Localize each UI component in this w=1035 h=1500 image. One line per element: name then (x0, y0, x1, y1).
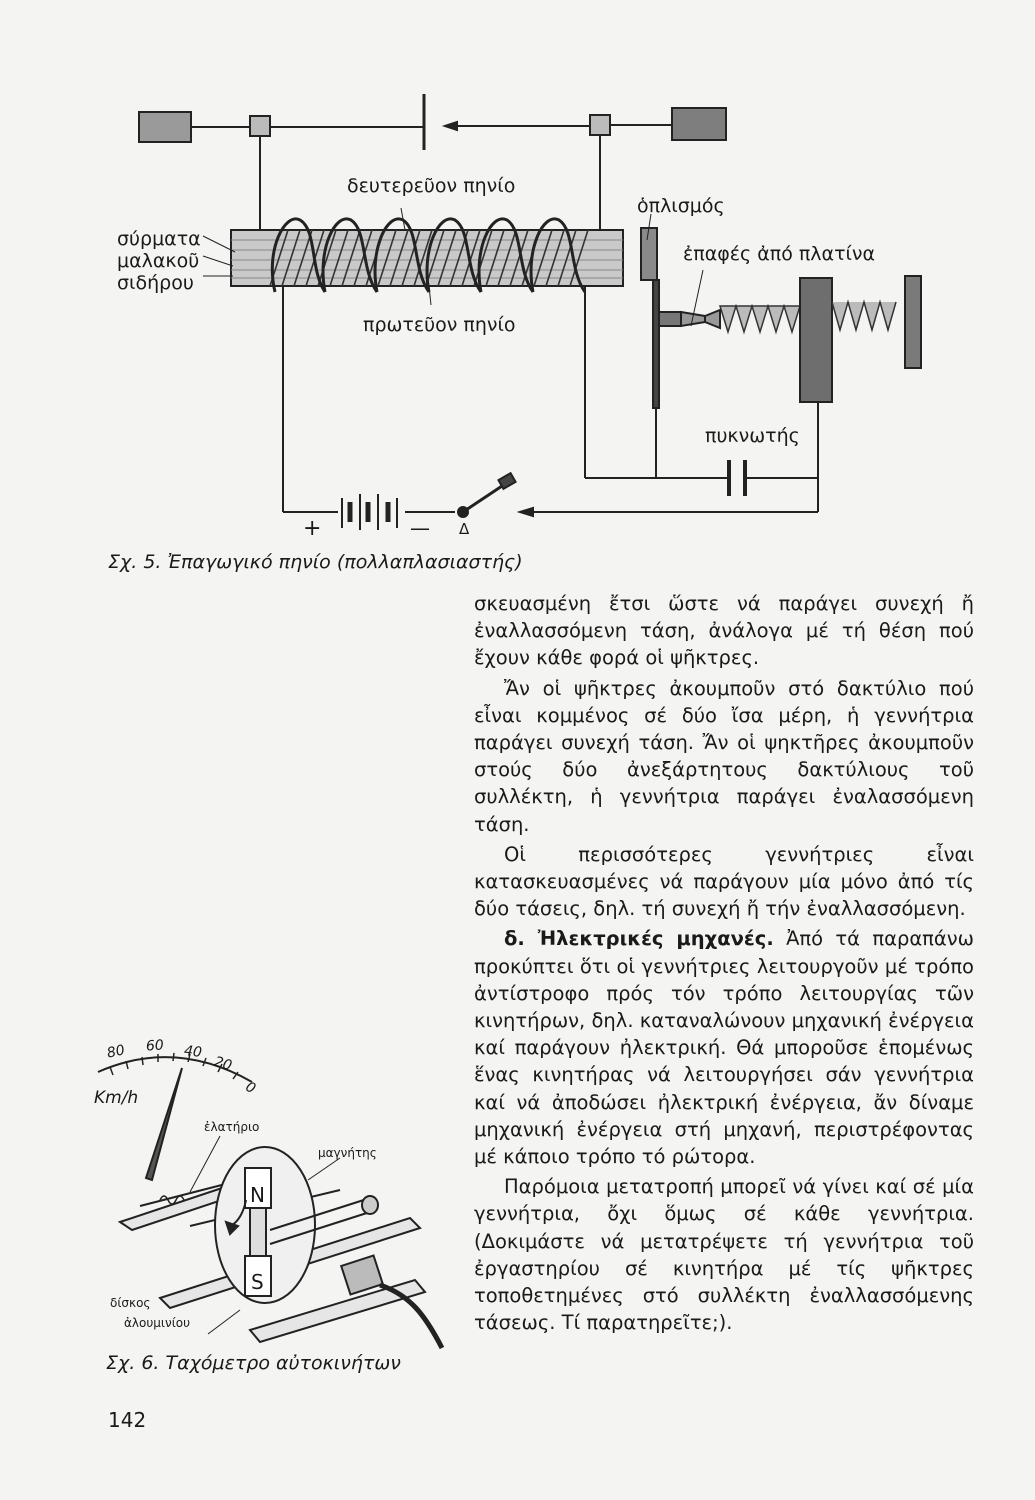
figure5-caption: Σχ. 5. Ἐπαγωγικό πηνίο (πολλαπλασιαστής) (108, 551, 523, 573)
figure-induction-coil (95, 80, 975, 560)
label-iron-wires-line1: σύρματα (117, 228, 201, 250)
label-spring: ἐλατήριο (204, 1120, 260, 1134)
label-plus: + (303, 516, 322, 541)
label-secondary-coil: δευτερεῦον πηνίο (347, 175, 516, 197)
dial-40: 40 (183, 1043, 203, 1061)
figure6-caption: Σχ. 6. Ταχόμετρο αὐτοκινήτων (106, 1352, 401, 1374)
paragraph-5: Παρόμοια μετατροπή μπορεῖ νά γίνει καί σέ μία γεννήτρια, ὄχι ὅμως σέ κάθε γεννήτρια. (Δοκιμάστε νά μετατρέψετε τή γεννήτρια τοῦ ἐργαστηρίου σέ κινητήρα μέ τίς ψῆκτρες τοποθετημένες στό συλλέκτη ἐναλλασσόμενης τάσεως. Τί παρατηρεῖτε;). (474, 1175, 974, 1335)
paragraph-4-text: Ἀπό τά παραπάνω προκύπτει ὅτι οἱ γεννήτριες λειτουργοῦν μέ τρόπο ἀντίστροφο πρός τόν τρόπο λειτουργίας τῶν κινητήρων, δηλ. καταναλώνουν μηχανική ἐνέργεια καί παράγουν ἠλεκτρική. Θά μποροῦσε ἑπομένως ἕνας κινητήρας νά λειτουργήσει σάν γεννήτρια καί νά ἀποδώσει ἠλεκτρική ἐνέργεια, ἄν δίναμε μηχανική ἐνέργεια στή μηχανή, περιστρέφοντας μέ κάποιο τρόπο τό ρώτορα. (474, 927, 974, 1169)
pole-s: S (251, 1270, 264, 1294)
label-capacitor: πυκνωτής (705, 425, 800, 447)
label-minus: — (410, 516, 430, 540)
pole-n: N (250, 1183, 265, 1207)
label-disc-line2: ἀλουμινίου (124, 1316, 191, 1330)
label-iron-wires (117, 228, 201, 294)
label-magnet: μαγνήτης (318, 1146, 377, 1160)
body-text (474, 590, 974, 1339)
page-number: 142 (108, 1408, 147, 1432)
induction-coil-diagram (95, 80, 975, 560)
dial-unit: Km/h (94, 1088, 139, 1108)
label-iron-wires-line2: μαλακοῦ (117, 250, 200, 272)
paragraph-2: Ἄν οἱ ψῆκτρες ἀκουμποῦν στό δακτύλιο πού εἶναι κομμένος σέ δύο ἴσα μέρη, ἡ γεννήτρια παράγει συνεχή τάση. Ἄν οἱ ψηκτῆρες ἀκουμποῦν στούς δύο ἀνεξάρτητους δακτύλιους τοῦ συλλέκτη, ἡ γεννήτρια παράγει ἐναλασσόμενη τάση. (474, 676, 974, 836)
speedometer-diagram (80, 1030, 460, 1360)
label-iron-wires-line3: σιδήρου (117, 272, 194, 294)
dial-0: 0 (242, 1078, 259, 1098)
figure-speedometer (80, 1030, 460, 1360)
section-title: δ. Ἠλεκτρικές μηχανές. (504, 927, 774, 951)
label-disc-line1: δίσκος (110, 1296, 151, 1310)
label-platinum-contacts: ἐπαφές ἀπό πλατίνα (683, 243, 876, 265)
label-armature: ὁπλισμός (637, 195, 725, 217)
dial-20: 20 (212, 1053, 234, 1075)
dial-80: 80 (105, 1042, 127, 1062)
paragraph-4 (474, 925, 974, 1170)
label-switch: Δ (459, 520, 470, 538)
dial-60: 60 (145, 1037, 165, 1055)
paragraph-1: σκευασμένη ἔτσι ὥστε νά παράγει συνεχή ἤ ἐναλλασσόμενη τάση, ἀνάλογα μέ τή θέση πού ἔχουν κάθε φορά οἱ ψῆκτρες. (474, 592, 974, 670)
label-primary-coil: πρωτεῦον πηνίο (363, 314, 516, 336)
paragraph-3: Οἱ περισσότερες γεννήτριες εἶναι κατασκευασμένες νά παράγουν μία μόνο ἀπό τίς δύο τάσεις, δηλ. τή συνεχή ἤ τήν ἐναλλασσόμενη. (474, 842, 974, 921)
